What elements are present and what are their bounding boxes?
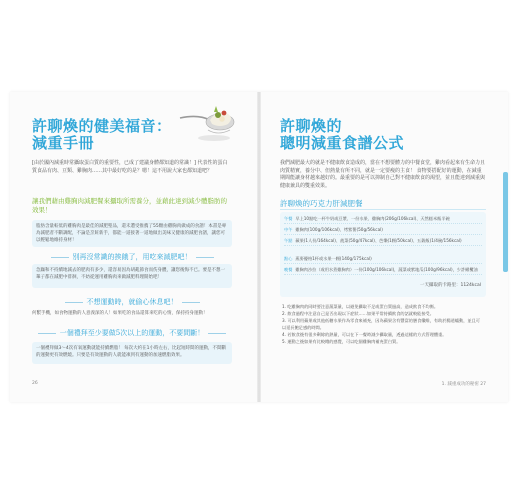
- right-page: [260, 92, 508, 402]
- edge-tab-strip: [503, 172, 508, 272]
- menu-row-tag: 午餐: [284, 216, 293, 221]
- right-title-line1: 許聊煥的: [280, 117, 343, 135]
- section-title: 許聊煥的巧克力肝減肥餐: [280, 199, 363, 208]
- menu-box: [280, 212, 486, 297]
- menu-row: [284, 227, 482, 235]
- right-page-number: 1. 減重成功的秘密 27: [441, 382, 486, 387]
- menu-row-text: 雞胸肉沙拉（或用水煮雞胸肉）一份(100g/106kcal)，蔬菜或紫地瓜(100g/96kcal)，少許橄欖油: [295, 267, 478, 272]
- left-highlight-text: 讓我們藉由雞胸肉減肥餐來攝取所需養分，並藉此達到減少體脂肪的效果！: [32, 197, 227, 214]
- info-box-1: 脂肪含量較低的雞胸肉是最佳的減肥聖品，還未遭受推薦了55顆由雞胸肉做成的食譜！本書是專為減肥者不斷調配，不論是烹飪新手，都能一道接著一道地做出美味又健康的減肥食譜，讓您可以輕鬆地維持身材！: [32, 220, 232, 247]
- note-item: 5. 運動之後如果有比較餓的感覺，可以吃個雞胸肉補充蛋白質。: [282, 338, 401, 344]
- note-item: 4. 若飲食後有很多剩餘的熱量，可以在下一餐時減少攝取量，透過這樣的方式管理體重。: [282, 331, 447, 337]
- subheading-2: 不想運動時，就偷心休息吧！: [32, 297, 232, 307]
- left-page-number: 26: [32, 381, 38, 386]
- right-title-line2: 聰明減重食譜公式: [280, 134, 405, 152]
- menu-row-text: 雞胸肉(100g/106kcal)、烤紫薯(50g/56kcal): [295, 227, 383, 232]
- menu-row: [284, 238, 482, 246]
- left-page: [10, 92, 258, 402]
- note-item: 1. 吃雞胸肉的同時要注意蔬菜量，以避免攝取不足或蛋白質過高，造成飲食不均衡。: [282, 304, 439, 309]
- menu-row: [284, 216, 482, 224]
- left-page-title: [32, 118, 172, 152]
- info-box-3: 一個禮拜做3～4次有氧運動就能持續燃脂！ 每次大約在1小時左右，比起短時間的運動，不間斷的運動更有效燃燒。只要是有效運動的人就能凍到有運動的加速燃脂效果。: [32, 342, 232, 364]
- note-item: 3. 可以利用蘋果或其他低糖水果作為零食來補充，因為蘋果含有豐富的膳食纖維，有助於腸道蠕動，並且可以延長飽足感的時間。: [282, 318, 480, 330]
- menu-row: [284, 256, 482, 264]
- plain-paragraph-1: 何繫手機，如食物運動的人意義深的人！如果吃的食品還算來吃的心情，保持持身運動！: [32, 311, 208, 316]
- menu-total-calories: 一天攝取的卡路里：1124kcal: [419, 283, 481, 288]
- menu-row-text: 早上10點吃一杯牛奶或豆漿、一份水果、雞胸肉(206g/106kcal)、天然糕米飯半碗: [295, 216, 450, 221]
- menu-row-tag: 點心: [284, 256, 293, 261]
- menu-row-text: 燕麥優格1杯或水果一顆(140g/175kcal): [295, 256, 372, 261]
- menu-row-tag: 午點: [284, 238, 293, 243]
- section-divider: [280, 209, 486, 210]
- spoon-food-illustration: [178, 100, 240, 146]
- right-page-title: [280, 118, 404, 152]
- menu-row-tag: 晚餐: [284, 267, 293, 272]
- left-title-line2: 減重手冊: [32, 134, 95, 152]
- notes-list: [282, 304, 484, 346]
- subheading-1: 別再沒常識的挨餓了，用吃來減肥吧！: [32, 252, 232, 262]
- info-box-2: 急躁和不持續地減去的肥肉有多少，還容易因為胡亂節食而伤身體，讓您後悔不已。要是不想一輩子都在減肥中徘徊，不妨從運用雞胸肉來做減肥料理開始吧！: [32, 264, 232, 288]
- note-item: 2. 飲食過程中注意自己是否出現以下症狀……如果平常持續飲食的話就較能接受。: [282, 311, 434, 316]
- right-intro-paragraph: 我們減肥最大的就是不健康飲食造成的，當在不想要體力的中餐食堂，雞肉看起來有生命力且肉質精實，養分中、但熱量有所不同，就是一定要瘦的主食！ 食物要搭配好的運動，在減重期間能讓身材越來越好的。最重要的是可以抑制自己對不健康飲食的渴望，並且能達到減重與健康兼具的雙重效果。: [280, 160, 486, 189]
- subheading-3: 一個禮拜至少要做5次以上的運動，不要間斷！: [32, 328, 232, 338]
- menu-row-text: 蘋果(1人份/164kcal)、菠菜(50g/47kcal)、芭樂(1顆/50kcal)、五穀飯(1/4碗/156kcal): [295, 238, 462, 243]
- menu-row-tag: 中午: [284, 227, 293, 232]
- left-title-line1: 許聊煥的健美福音：: [32, 117, 172, 135]
- book-spread: [10, 92, 508, 402]
- menu-row: [284, 267, 482, 275]
- left-intro-paragraph: [由於國內減重時常攝取蛋白質的重要性，已成了建議身體都知道的常識！] 代表性的蛋白質食品有肉、豆類、雞胸肉……其中最好吃的是？嗯！這不用說大家也都知道吧？: [32, 160, 228, 174]
